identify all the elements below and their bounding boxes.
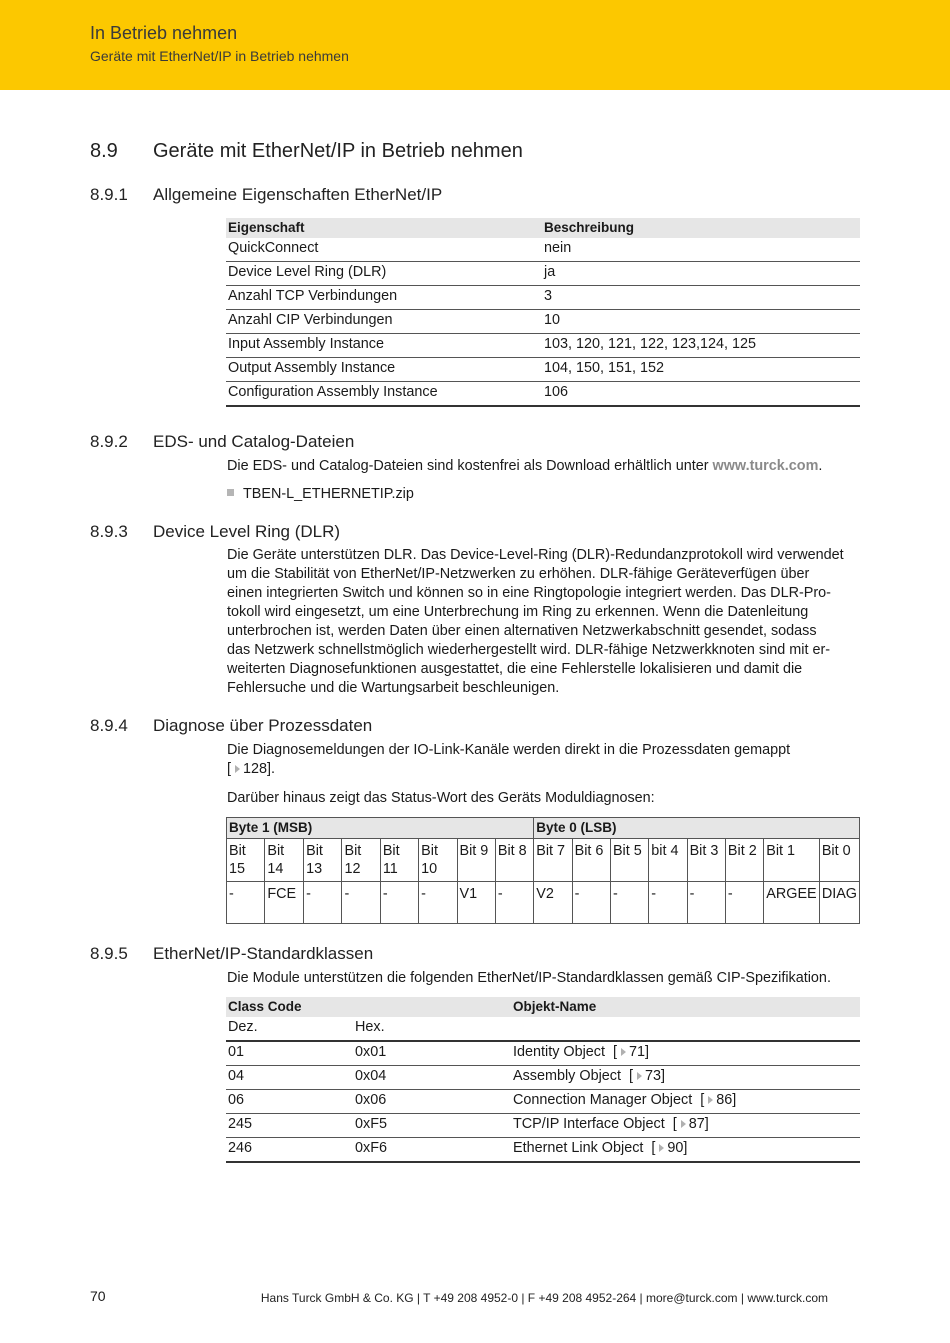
object-name: Connection Manager Object xyxy=(513,1092,693,1108)
column-header: Class Code xyxy=(226,997,511,1017)
bit-value-cell: - xyxy=(649,882,687,924)
subsection-number: 8.9.2 xyxy=(90,432,128,451)
subsection-number: 8.9.4 xyxy=(90,716,128,735)
section-number: 8.9 xyxy=(90,140,118,162)
dlr-paragraph xyxy=(227,546,867,698)
table-cell: Output Assembly Instance xyxy=(226,358,542,382)
subsection-title: Device Level Ring (DLR) xyxy=(153,522,341,541)
object-name: Assembly Object xyxy=(513,1068,621,1084)
dez-cell: 245 xyxy=(226,1114,353,1138)
status-word-table xyxy=(226,817,860,924)
page-reference[interactable]: [ 90] xyxy=(651,1140,688,1156)
subsection-heading-893 xyxy=(90,522,340,542)
paragraph-line: Fehlersuche und die Wartungsarbeit beschleunigen. xyxy=(227,680,560,696)
subsection-heading-891 xyxy=(90,185,442,205)
bit-value-cell: V2 xyxy=(534,882,572,924)
subsection-number: 8.9.5 xyxy=(90,944,128,963)
classes-table xyxy=(226,997,860,1163)
bit-header-cell: Bit 6 xyxy=(572,839,610,882)
table-cell: Anzahl CIP Verbindungen xyxy=(226,310,542,334)
arrow-right-icon xyxy=(637,1072,642,1080)
page-number: 70 xyxy=(90,1288,106,1304)
ref-page: 87 xyxy=(688,1116,705,1132)
table-cell: Anzahl TCP Verbindungen xyxy=(226,286,542,310)
bit-value-cell: - xyxy=(495,882,533,924)
subsection-title: EtherNet/IP-Standardklassen xyxy=(153,944,374,963)
bit-value-cell: V1 xyxy=(457,882,495,924)
dez-cell: 04 xyxy=(226,1066,353,1090)
diagnose-paragraph xyxy=(227,741,867,779)
paragraph-line: weiterten Diagnosefunktionen ausgestattet, die eine Fehlerstelle lokalisieren und damit die xyxy=(227,661,803,677)
table-row xyxy=(226,286,860,310)
table-row xyxy=(226,358,860,382)
table-row xyxy=(226,1090,860,1114)
bit-header-cell: Bit 2 xyxy=(725,839,763,882)
bit-header-cell: Bit 13 xyxy=(304,839,342,882)
bit-header-cell: bit 4 xyxy=(649,839,687,882)
subsection-heading-892 xyxy=(90,432,354,452)
hex-cell: 0x06 xyxy=(353,1090,511,1114)
section-title: Geräte mit EtherNet/IP in Betrieb nehmen xyxy=(153,140,523,162)
table-row xyxy=(226,238,860,262)
ref-bracket: [ xyxy=(227,761,231,777)
bit-value-cell: - xyxy=(227,882,265,924)
bit-value-cell: - xyxy=(419,882,457,924)
hex-cell: 0x01 xyxy=(353,1041,511,1066)
ref-page: 73 xyxy=(644,1068,661,1084)
table-header-row xyxy=(226,997,860,1017)
bit-header-cell: Bit 12 xyxy=(342,839,380,882)
bit-value-cell: DIAG xyxy=(819,882,859,924)
arrow-right-icon xyxy=(235,765,240,773)
arrow-right-icon xyxy=(621,1048,626,1056)
bit-header-cell: Bit 7 xyxy=(534,839,572,882)
byte-header-row xyxy=(227,818,860,839)
paragraph-line: tokoll wird eingesetzt, um eine Unterbrechung im Ring zu erkennen. Wenn die Datenleitung xyxy=(227,604,809,620)
bit-header-cell: Bit 15 xyxy=(227,839,265,882)
bit-value-cell: - xyxy=(572,882,610,924)
column-header: Beschreibung xyxy=(542,218,860,238)
bit-value-cell: ARGEE xyxy=(764,882,820,924)
footer-contact: Hans Turck GmbH & Co. KG | T +49 208 4952-0 | F +49 208 4952-264 | more@turck.com | www.turck.com xyxy=(260,1291,828,1305)
object-name: Ethernet Link Object xyxy=(513,1140,644,1156)
table-row xyxy=(226,1041,860,1066)
subheader-cell: Dez. xyxy=(226,1017,353,1041)
paragraph-line: einen integrierten Switch und können so in eine Ringtopologie integriert werden. Das DLR-Pro- xyxy=(227,585,831,601)
bit-header-cell: Bit 11 xyxy=(380,839,418,882)
subheader-cell xyxy=(511,1017,860,1041)
page-reference[interactable]: [ 71] xyxy=(613,1044,650,1060)
bit-header-cell: Bit 3 xyxy=(687,839,725,882)
ref-page: 90 xyxy=(667,1140,684,1156)
object-name: TCP/IP Interface Object xyxy=(513,1116,665,1132)
status-word-text: Darüber hinaus zeigt das Status-Wort des Geräts Moduldiagnosen: xyxy=(227,790,655,806)
hex-cell: 0x04 xyxy=(353,1066,511,1090)
table-cell: nein xyxy=(542,238,860,262)
bit-value-cell: - xyxy=(725,882,763,924)
object-name-cell xyxy=(511,1114,860,1138)
table-row xyxy=(226,1114,860,1138)
arrow-right-icon xyxy=(708,1096,713,1104)
paragraph-text: . xyxy=(818,458,823,474)
turck-link[interactable]: www.turck.com xyxy=(712,458,819,474)
table-subheader-row xyxy=(226,1017,860,1041)
values-row xyxy=(227,882,860,924)
subsection-heading-894 xyxy=(90,716,372,736)
header-subtitle: Geräte mit EtherNet/IP in Betrieb nehmen xyxy=(90,48,349,64)
byte1-header: Byte 1 (MSB) xyxy=(227,818,534,839)
page-reference[interactable] xyxy=(227,760,867,779)
object-name: Identity Object xyxy=(513,1044,605,1060)
bit-header-cell: Bit 1 xyxy=(764,839,820,882)
arrow-right-icon xyxy=(659,1144,664,1152)
dez-cell: 246 xyxy=(226,1138,353,1163)
paragraph-text: Die EDS- und Catalog-Dateien sind kostenfrei als Download erhältlich unter xyxy=(227,458,713,474)
bit-header-cell: Bit 0 xyxy=(819,839,859,882)
bit-value-cell: - xyxy=(380,882,418,924)
page-reference[interactable]: [ 73] xyxy=(628,1068,665,1084)
table-row xyxy=(226,262,860,286)
table-row xyxy=(226,1138,860,1163)
paragraph-line: das Netzwerk schnellstmöglich wiederhergestellt wird. DLR-fähige Netzwerkknoten sind mit er- xyxy=(227,642,831,658)
subsection-number: 8.9.3 xyxy=(90,522,128,541)
ref-page: 71 xyxy=(629,1044,646,1060)
table-row xyxy=(226,1066,860,1090)
bit-value-cell: - xyxy=(687,882,725,924)
object-name-cell xyxy=(511,1138,860,1163)
bit-value-cell: - xyxy=(610,882,648,924)
dez-cell: 06 xyxy=(226,1090,353,1114)
hex-cell: 0xF5 xyxy=(353,1114,511,1138)
bit-header-cell: Bit 5 xyxy=(610,839,648,882)
table-cell: 10 xyxy=(542,310,860,334)
object-name-cell xyxy=(511,1090,860,1114)
table-cell: QuickConnect xyxy=(226,238,542,262)
table-cell: Configuration Assembly Instance xyxy=(226,382,542,407)
object-name-cell xyxy=(511,1066,860,1090)
classes-paragraph: Die Module unterstützen die folgenden EtherNet/IP-Standardklassen gemäß CIP-Spezifikation. xyxy=(227,970,831,986)
properties-table xyxy=(226,218,860,407)
bit-header-cell: Bit 14 xyxy=(265,839,304,882)
subsection-heading-895 xyxy=(90,944,373,964)
table-row xyxy=(226,334,860,358)
object-name-cell xyxy=(511,1041,860,1066)
table-row xyxy=(226,382,860,407)
table-cell: 103, 120, 121, 122, 123,124, 125 xyxy=(542,334,860,358)
page-header xyxy=(0,0,950,90)
subsection-title: EDS- und Catalog-Dateien xyxy=(153,432,355,451)
bit-value-cell: - xyxy=(342,882,380,924)
paragraph-line: unterbrochen ist, werden Daten über einen alternativen Netzwerkabschnitt gesendet, sodass xyxy=(227,623,817,639)
dez-cell: 01 xyxy=(226,1041,353,1066)
section-heading xyxy=(90,140,523,163)
page-reference[interactable]: [ 86] xyxy=(700,1092,737,1108)
byte0-header: Byte 0 (LSB) xyxy=(534,818,860,839)
column-header: Objekt-Name xyxy=(511,997,860,1017)
subsection-title: Diagnose über Prozessdaten xyxy=(153,716,373,735)
table-cell: 3 xyxy=(542,286,860,310)
ref-bracket: ]. xyxy=(267,761,276,777)
list-item xyxy=(227,486,414,502)
table-cell: Device Level Ring (DLR) xyxy=(226,262,542,286)
header-title: In Betrieb nehmen xyxy=(90,23,238,43)
table-cell: 106 xyxy=(542,382,860,407)
table-cell: Input Assembly Instance xyxy=(226,334,542,358)
paragraph-line: um die Stabilität von EtherNet/IP-Netzwerken zu erhöhen. DLR-fähige Geräteverfügen über xyxy=(227,566,810,582)
table-header-row xyxy=(226,218,860,238)
bit-header-cell: Bit 8 xyxy=(495,839,533,882)
bit-header-cell: Bit 9 xyxy=(457,839,495,882)
column-header: Eigenschaft xyxy=(226,218,542,238)
list-item-text: TBEN-L_ETHERNETIP.zip xyxy=(243,486,414,502)
subsection-number: 8.9.1 xyxy=(90,185,128,204)
table-cell: 104, 150, 151, 152 xyxy=(542,358,860,382)
bit-value-cell: - xyxy=(304,882,342,924)
hex-cell: 0xF6 xyxy=(353,1138,511,1163)
ref-page: 86 xyxy=(716,1092,733,1108)
bit-value-cell: FCE xyxy=(265,882,304,924)
arrow-right-icon xyxy=(681,1120,686,1128)
subheader-cell: Hex. xyxy=(353,1017,511,1041)
bit-header-cell: Bit 10 xyxy=(419,839,457,882)
bits-row xyxy=(227,839,860,882)
page-reference[interactable]: [ 87] xyxy=(672,1116,709,1132)
table-cell: ja xyxy=(542,262,860,286)
table-row xyxy=(226,310,860,334)
bullet-square-icon xyxy=(227,489,234,496)
ref-page: 128 xyxy=(243,761,268,777)
paragraph-line: Die Geräte unterstützen DLR. Das Device-Level-Ring (DLR)-Redundanzprotokoll wird verwendet xyxy=(227,547,844,563)
paragraph-line: Die Diagnosemeldungen der IO-Link-Kanäle werden direkt in die Prozessdaten gemappt xyxy=(227,742,791,758)
eds-paragraph xyxy=(227,457,867,476)
subsection-title: Allgemeine Eigenschaften EtherNet/IP xyxy=(153,185,443,204)
